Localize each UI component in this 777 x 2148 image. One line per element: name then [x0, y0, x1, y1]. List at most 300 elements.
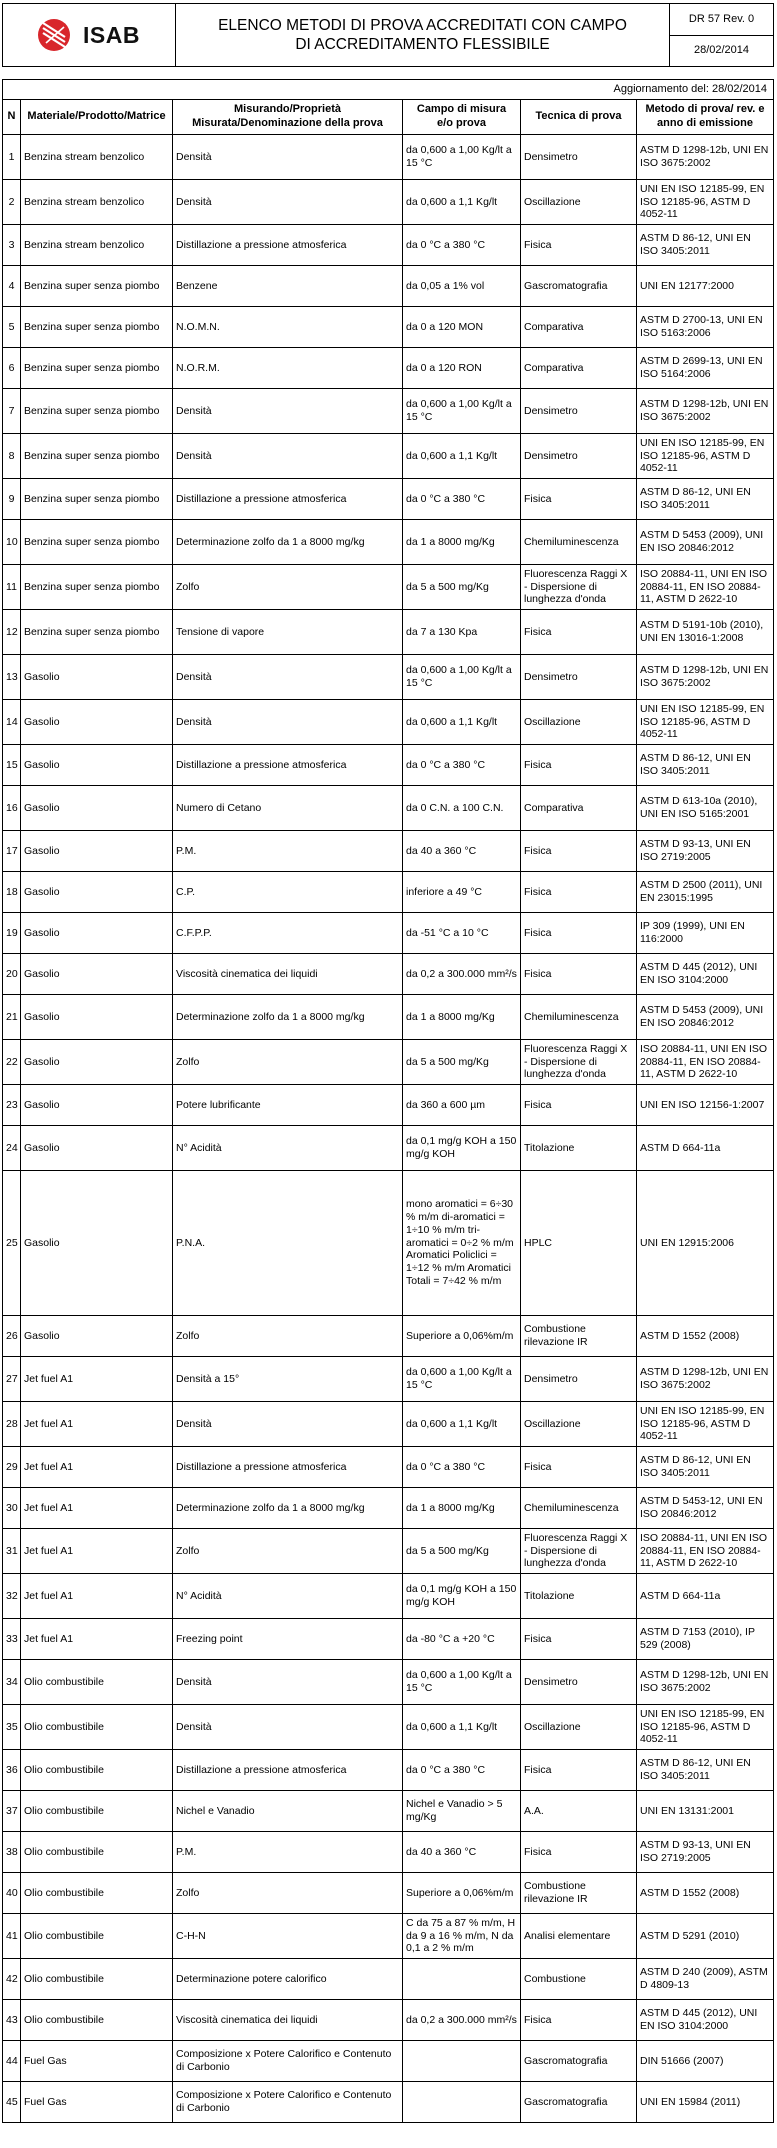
- document-page: [2, 3, 773, 2123]
- col-header-material: Materiale/Prodotto/Matrice: [21, 100, 173, 135]
- table-row: [3, 478, 774, 519]
- method-cell: ASTM D 1298-12b, UNI EN ISO 3675:2002: [637, 1356, 774, 1401]
- measurand-cell: Determinazione zolfo da 1 a 8000 mg/kg: [173, 519, 403, 564]
- range-cell: da 0,600 a 1,1 Kg/lt: [403, 433, 521, 478]
- row-number: 3: [3, 224, 21, 265]
- table-row: [3, 306, 774, 347]
- col-header-range: [403, 100, 521, 135]
- material-cell: Gasolio: [21, 994, 173, 1039]
- material-cell: Olio combustibile: [21, 1831, 173, 1872]
- measurand-cell: Zolfo: [173, 1039, 403, 1084]
- method-cell: ASTM D 86-12, UNI EN ISO 3405:2011: [637, 1749, 774, 1790]
- measurand-cell: Nichel e Vanadio: [173, 1790, 403, 1831]
- technique-cell: Chemiluminescenza: [521, 1487, 637, 1528]
- table-row: [3, 265, 774, 306]
- range-cell: da 0,600 a 1,00 Kg/lt a 15 °C: [403, 654, 521, 699]
- range-cell: da 0 °C a 380 °C: [403, 224, 521, 265]
- material-cell: Gasolio: [21, 1315, 173, 1356]
- row-number: 26: [3, 1315, 21, 1356]
- material-cell: Gasolio: [21, 953, 173, 994]
- row-number: 25: [3, 1170, 21, 1315]
- table-row: [3, 1659, 774, 1704]
- row-number: 12: [3, 609, 21, 654]
- method-cell: ASTM D 5453-12, UNI EN ISO 20846:2012: [637, 1487, 774, 1528]
- range-cell: da 0 °C a 380 °C: [403, 478, 521, 519]
- material-cell: Benzina stream benzolico: [21, 179, 173, 224]
- material-cell: Benzina stream benzolico: [21, 134, 173, 179]
- row-number: 11: [3, 564, 21, 609]
- material-cell: Gasolio: [21, 871, 173, 912]
- method-cell: DIN 51666 (2007): [637, 2040, 774, 2081]
- technique-cell: Fisica: [521, 609, 637, 654]
- method-cell: ASTM D 5291 (2010): [637, 1913, 774, 1958]
- col-header-method-line1: Metodo di prova/ rev. e: [645, 103, 765, 116]
- col-header-measurand: [173, 100, 403, 135]
- measurand-cell: Distillazione a pressione atmosferica: [173, 744, 403, 785]
- table-row: [3, 699, 774, 744]
- update-date: Aggiornamento del: 28/02/2014: [3, 80, 774, 100]
- measurand-cell: Densità: [173, 179, 403, 224]
- method-cell: UNI EN 12177:2000: [637, 265, 774, 306]
- material-cell: Olio combustibile: [21, 1704, 173, 1749]
- method-cell: ASTM D 93-13, UNI EN ISO 2719:2005: [637, 830, 774, 871]
- method-cell: ASTM D 664-11a: [637, 1573, 774, 1618]
- measurand-cell: Densità: [173, 1659, 403, 1704]
- row-number: 7: [3, 388, 21, 433]
- measurand-cell: N° Acidità: [173, 1125, 403, 1170]
- measurand-cell: N.O.M.N.: [173, 306, 403, 347]
- technique-cell: Gascromatografia: [521, 2081, 637, 2122]
- header-table: [2, 3, 774, 67]
- row-number: 37: [3, 1790, 21, 1831]
- measurand-cell: Distillazione a pressione atmosferica: [173, 478, 403, 519]
- method-cell: ASTM D 86-12, UNI EN ISO 3405:2011: [637, 224, 774, 265]
- measurand-cell: Distillazione a pressione atmosferica: [173, 224, 403, 265]
- row-number: 36: [3, 1749, 21, 1790]
- technique-cell: Combustione: [521, 1958, 637, 1999]
- measurand-cell: Viscosità cinematica dei liquidi: [173, 953, 403, 994]
- col-header-n: N: [3, 100, 21, 135]
- material-cell: Jet fuel A1: [21, 1487, 173, 1528]
- technique-cell: Densimetro: [521, 433, 637, 478]
- table-row: [3, 609, 774, 654]
- col-header-technique: Tecnica di prova: [521, 100, 637, 135]
- table-row: [3, 1704, 774, 1749]
- row-number: 15: [3, 744, 21, 785]
- technique-cell: Fisica: [521, 1831, 637, 1872]
- method-cell: ASTM D 1552 (2008): [637, 1315, 774, 1356]
- range-cell: da 0,600 a 1,1 Kg/lt: [403, 699, 521, 744]
- method-cell: UNI EN ISO 12156-1:2007: [637, 1084, 774, 1125]
- table-row: [3, 1039, 774, 1084]
- method-cell: ASTM D 1298-12b, UNI EN ISO 3675:2002: [637, 388, 774, 433]
- method-cell: ASTM D 445 (2012), UNI EN ISO 3104:2000: [637, 953, 774, 994]
- methods-table: [2, 79, 774, 2123]
- material-cell: Benzina super senza piombo: [21, 347, 173, 388]
- material-cell: Benzina super senza piombo: [21, 609, 173, 654]
- row-number: 45: [3, 2081, 21, 2122]
- technique-cell: Fisica: [521, 1749, 637, 1790]
- range-cell: da 0 a 120 RON: [403, 347, 521, 388]
- technique-cell: Densimetro: [521, 134, 637, 179]
- table-row: [3, 224, 774, 265]
- table-row: [3, 654, 774, 699]
- measurand-cell: Distillazione a pressione atmosferica: [173, 1749, 403, 1790]
- method-cell: ISO 20884-11, UNI EN ISO 20884-11, EN ISO 20884-11, ASTM D 2622-10: [637, 1528, 774, 1573]
- technique-cell: Fisica: [521, 830, 637, 871]
- range-cell: da 0,1 mg/g KOH a 150 mg/g KOH: [403, 1125, 521, 1170]
- table-row: [3, 1749, 774, 1790]
- range-cell: da 0,2 a 300.000 mm²/s: [403, 1999, 521, 2040]
- range-cell: da 5 a 500 mg/Kg: [403, 564, 521, 609]
- technique-cell: Fisica: [521, 1618, 637, 1659]
- material-cell: Benzina super senza piombo: [21, 265, 173, 306]
- measurand-cell: Benzene: [173, 265, 403, 306]
- method-cell: UNI EN 13131:2001: [637, 1790, 774, 1831]
- measurand-cell: Densità: [173, 433, 403, 478]
- method-cell: UNI EN 12915:2006: [637, 1170, 774, 1315]
- technique-cell: Densimetro: [521, 388, 637, 433]
- range-cell: [403, 1958, 521, 1999]
- range-cell: da 40 a 360 °C: [403, 1831, 521, 1872]
- measurand-cell: Densità: [173, 388, 403, 433]
- measurand-cell: Zolfo: [173, 1872, 403, 1913]
- material-cell: Benzina super senza piombo: [21, 306, 173, 347]
- doc-date: 28/02/2014: [670, 35, 774, 67]
- method-cell: ASTM D 1298-12b, UNI EN ISO 3675:2002: [637, 134, 774, 179]
- table-row: [3, 871, 774, 912]
- row-number: 14: [3, 699, 21, 744]
- table-row: [3, 1790, 774, 1831]
- table-row: [3, 1170, 774, 1315]
- measurand-cell: C.P.: [173, 871, 403, 912]
- method-cell: ASTM D 240 (2009), ASTM D 4809-13: [637, 1958, 774, 1999]
- method-cell: UNI EN ISO 12185-99, EN ISO 12185-96, ASTM D 4052-11: [637, 699, 774, 744]
- measurand-cell: Numero di Cetano: [173, 785, 403, 830]
- row-number: 19: [3, 912, 21, 953]
- method-cell: ASTM D 2700-13, UNI EN ISO 5163:2006: [637, 306, 774, 347]
- material-cell: Olio combustibile: [21, 1659, 173, 1704]
- technique-cell: Densimetro: [521, 654, 637, 699]
- range-cell: da 0,600 a 1,00 Kg/lt a 15 °C: [403, 1356, 521, 1401]
- material-cell: Benzina super senza piombo: [21, 478, 173, 519]
- measurand-cell: Determinazione zolfo da 1 a 8000 mg/kg: [173, 1487, 403, 1528]
- row-number: 21: [3, 994, 21, 1039]
- document-title: [176, 4, 670, 67]
- table-row: [3, 1315, 774, 1356]
- material-cell: Jet fuel A1: [21, 1356, 173, 1401]
- row-number: 6: [3, 347, 21, 388]
- row-number: 32: [3, 1573, 21, 1618]
- material-cell: Gasolio: [21, 1125, 173, 1170]
- range-cell: Superiore a 0,06%m/m: [403, 1315, 521, 1356]
- table-row: [3, 1401, 774, 1446]
- technique-cell: Fisica: [521, 744, 637, 785]
- row-number: 29: [3, 1446, 21, 1487]
- col-header-range-line2: e/o prova: [437, 117, 486, 130]
- row-number: 42: [3, 1958, 21, 1999]
- row-number: 27: [3, 1356, 21, 1401]
- table-row: [3, 1958, 774, 1999]
- method-cell: UNI EN ISO 12185-99, EN ISO 12185-96, ASTM D 4052-11: [637, 1401, 774, 1446]
- row-number: 24: [3, 1125, 21, 1170]
- range-cell: da 1 a 8000 mg/Kg: [403, 519, 521, 564]
- technique-cell: Fisica: [521, 871, 637, 912]
- row-number: 5: [3, 306, 21, 347]
- technique-cell: Analisi elementare: [521, 1913, 637, 1958]
- measurand-cell: Determinazione potere calorifico: [173, 1958, 403, 1999]
- col-header-method-line2: anno di emissione: [657, 117, 753, 130]
- method-cell: ISO 20884-11, UNI EN ISO 20884-11, EN ISO 20884-11, ASTM D 2622-10: [637, 1039, 774, 1084]
- table-row: [3, 1913, 774, 1958]
- material-cell: Gasolio: [21, 744, 173, 785]
- table-row: [3, 1573, 774, 1618]
- row-number: 13: [3, 654, 21, 699]
- technique-cell: A.A.: [521, 1790, 637, 1831]
- technique-cell: Fisica: [521, 1999, 637, 2040]
- measurand-cell: Densità: [173, 1401, 403, 1446]
- material-cell: Gasolio: [21, 1039, 173, 1084]
- range-cell: da 0,600 a 1,00 Kg/lt a 15 °C: [403, 388, 521, 433]
- doc-code: DR 57 Rev. 0: [670, 4, 774, 36]
- method-cell: ASTM D 664-11a: [637, 1125, 774, 1170]
- technique-cell: HPLC: [521, 1170, 637, 1315]
- method-cell: ASTM D 93-13, UNI EN ISO 2719:2005: [637, 1831, 774, 1872]
- table-row: [3, 347, 774, 388]
- range-cell: Superiore a 0,06%m/m: [403, 1872, 521, 1913]
- method-cell: ASTM D 1552 (2008): [637, 1872, 774, 1913]
- company-logo-text: ISAB: [83, 21, 140, 48]
- material-cell: Fuel Gas: [21, 2040, 173, 2081]
- range-cell: da 0,600 a 1,1 Kg/lt: [403, 179, 521, 224]
- material-cell: Jet fuel A1: [21, 1401, 173, 1446]
- method-cell: ASTM D 5191-10b (2010), UNI EN 13016-1:2008: [637, 609, 774, 654]
- material-cell: Benzina stream benzolico: [21, 224, 173, 265]
- measurand-cell: P.M.: [173, 830, 403, 871]
- range-cell: da 360 a 600 µm: [403, 1084, 521, 1125]
- technique-cell: Fisica: [521, 224, 637, 265]
- technique-cell: Fisica: [521, 1084, 637, 1125]
- table-row: [3, 1084, 774, 1125]
- technique-cell: Chemiluminescenza: [521, 519, 637, 564]
- table-row: [3, 388, 774, 433]
- material-cell: Olio combustibile: [21, 1749, 173, 1790]
- measurand-cell: Viscosità cinematica dei liquidi: [173, 1999, 403, 2040]
- measurand-cell: Densità: [173, 654, 403, 699]
- technique-cell: Oscillazione: [521, 1704, 637, 1749]
- table-row: [3, 1487, 774, 1528]
- range-cell: da 1 a 8000 mg/Kg: [403, 994, 521, 1039]
- table-row: [3, 134, 774, 179]
- range-cell: da 0 °C a 380 °C: [403, 1446, 521, 1487]
- technique-cell: Comparativa: [521, 785, 637, 830]
- row-number: 4: [3, 265, 21, 306]
- measurand-cell: Composizione x Potere Calorifico e Contenuto di Carbonio: [173, 2040, 403, 2081]
- method-cell: ISO 20884-11, UNI EN ISO 20884-11, EN ISO 20884-11, ASTM D 2622-10: [637, 564, 774, 609]
- row-number: 35: [3, 1704, 21, 1749]
- technique-cell: Oscillazione: [521, 1401, 637, 1446]
- table-row: [3, 744, 774, 785]
- method-cell: ASTM D 7153 (2010), IP 529 (2008): [637, 1618, 774, 1659]
- material-cell: Fuel Gas: [21, 2081, 173, 2122]
- range-cell: da 0,2 a 300.000 mm²/s: [403, 953, 521, 994]
- title-line-1: ELENCO METODI DI PROVA ACCREDITATI CON CAMPO: [218, 16, 627, 34]
- measurand-cell: P.N.A.: [173, 1170, 403, 1315]
- row-number: 1: [3, 134, 21, 179]
- table-row: [3, 433, 774, 478]
- row-number: 16: [3, 785, 21, 830]
- measurand-cell: Densità: [173, 1704, 403, 1749]
- table-row: [3, 953, 774, 994]
- technique-cell: Oscillazione: [521, 179, 637, 224]
- method-cell: ASTM D 1298-12b, UNI EN ISO 3675:2002: [637, 1659, 774, 1704]
- measurand-cell: Determinazione zolfo da 1 a 8000 mg/kg: [173, 994, 403, 1039]
- range-cell: da 0 °C a 380 °C: [403, 744, 521, 785]
- material-cell: Gasolio: [21, 654, 173, 699]
- technique-cell: Comparativa: [521, 347, 637, 388]
- method-cell: ASTM D 445 (2012), UNI EN ISO 3104:2000: [637, 1999, 774, 2040]
- measurand-cell: Potere lubrificante: [173, 1084, 403, 1125]
- measurand-cell: Distillazione a pressione atmosferica: [173, 1446, 403, 1487]
- material-cell: Jet fuel A1: [21, 1446, 173, 1487]
- row-number: 22: [3, 1039, 21, 1084]
- method-cell: UNI EN 15984 (2011): [637, 2081, 774, 2122]
- material-cell: Jet fuel A1: [21, 1573, 173, 1618]
- material-cell: Gasolio: [21, 912, 173, 953]
- row-number: 2: [3, 179, 21, 224]
- table-row: [3, 1446, 774, 1487]
- method-cell: ASTM D 613-10a (2010), UNI EN ISO 5165:2001: [637, 785, 774, 830]
- row-number: 30: [3, 1487, 21, 1528]
- measurand-cell: Zolfo: [173, 1528, 403, 1573]
- technique-cell: Densimetro: [521, 1659, 637, 1704]
- technique-cell: Fisica: [521, 478, 637, 519]
- technique-cell: Combustione rilevazione IR: [521, 1315, 637, 1356]
- technique-cell: Titolazione: [521, 1125, 637, 1170]
- material-cell: Olio combustibile: [21, 1913, 173, 1958]
- technique-cell: Fisica: [521, 912, 637, 953]
- table-row: [3, 994, 774, 1039]
- range-cell: da 5 a 500 mg/Kg: [403, 1039, 521, 1084]
- range-cell: da 7 a 130 Kpa: [403, 609, 521, 654]
- range-cell: da 0 a 120 MON: [403, 306, 521, 347]
- material-cell: Gasolio: [21, 830, 173, 871]
- logo-cell: [3, 4, 176, 67]
- method-cell: IP 309 (1999), UNI EN 116:2000: [637, 912, 774, 953]
- measurand-cell: Zolfo: [173, 1315, 403, 1356]
- measurand-cell: Zolfo: [173, 564, 403, 609]
- table-body: [3, 134, 774, 2122]
- method-cell: ASTM D 1298-12b, UNI EN ISO 3675:2002: [637, 654, 774, 699]
- range-cell: da 0,05 a 1% vol: [403, 265, 521, 306]
- measurand-cell: Composizione x Potere Calorifico e Contenuto di Carbonio: [173, 2081, 403, 2122]
- row-number: 18: [3, 871, 21, 912]
- row-number: 9: [3, 478, 21, 519]
- technique-cell: Chemiluminescenza: [521, 994, 637, 1039]
- range-cell: da 0 °C a 380 °C: [403, 1749, 521, 1790]
- row-number: 33: [3, 1618, 21, 1659]
- material-cell: Benzina super senza piombo: [21, 519, 173, 564]
- row-number: 8: [3, 433, 21, 478]
- range-cell: da -51 °C a 10 °C: [403, 912, 521, 953]
- table-row: [3, 1872, 774, 1913]
- table-row: [3, 1831, 774, 1872]
- measurand-cell: Densità a 15°: [173, 1356, 403, 1401]
- row-number: 44: [3, 2040, 21, 2081]
- method-cell: ASTM D 86-12, UNI EN ISO 3405:2011: [637, 1446, 774, 1487]
- row-number: 43: [3, 1999, 21, 2040]
- row-number: 20: [3, 953, 21, 994]
- row-number: 41: [3, 1913, 21, 1958]
- range-cell: da 0,600 a 1,00 Kg/lt a 15 °C: [403, 1659, 521, 1704]
- measurand-cell: C-H-N: [173, 1913, 403, 1958]
- range-cell: da 5 a 500 mg/Kg: [403, 1528, 521, 1573]
- material-cell: Gasolio: [21, 1084, 173, 1125]
- table-row: [3, 1125, 774, 1170]
- measurand-cell: P.M.: [173, 1831, 403, 1872]
- col-header-measurand-line2: Misurata/Denominazione della prova: [192, 117, 383, 130]
- method-cell: ASTM D 2500 (2011), UNI EN 23015:1995: [637, 871, 774, 912]
- measurand-cell: Freezing point: [173, 1618, 403, 1659]
- row-number: 40: [3, 1872, 21, 1913]
- row-number: 31: [3, 1528, 21, 1573]
- table-row: [3, 785, 774, 830]
- table-row: [3, 1528, 774, 1573]
- material-cell: Benzina super senza piombo: [21, 564, 173, 609]
- range-cell: da 1 a 8000 mg/Kg: [403, 1487, 521, 1528]
- col-header-range-line1: Campo di misura: [416, 103, 507, 116]
- table-row: [3, 1356, 774, 1401]
- measurand-cell: Densità: [173, 134, 403, 179]
- range-cell: Nichel e Vanadio > 5 mg/Kg: [403, 1790, 521, 1831]
- range-cell: inferiore a 49 °C: [403, 871, 521, 912]
- method-cell: UNI EN ISO 12185-99, EN ISO 12185-96, ASTM D 4052-11: [637, 179, 774, 224]
- table-row: [3, 912, 774, 953]
- measurand-cell: Tensione di vapore: [173, 609, 403, 654]
- material-cell: Olio combustibile: [21, 1999, 173, 2040]
- table-row: [3, 564, 774, 609]
- technique-cell: Fisica: [521, 953, 637, 994]
- material-cell: Benzina super senza piombo: [21, 433, 173, 478]
- technique-cell: Oscillazione: [521, 699, 637, 744]
- measurand-cell: N.O.R.M.: [173, 347, 403, 388]
- technique-cell: Fisica: [521, 1446, 637, 1487]
- material-cell: Olio combustibile: [21, 1790, 173, 1831]
- table-row: [3, 519, 774, 564]
- row-number: 10: [3, 519, 21, 564]
- technique-cell: Titolazione: [521, 1573, 637, 1618]
- col-header-measurand-line1: Misurando/Proprietà: [234, 103, 341, 116]
- range-cell: mono aromatici = 6÷30 % m/m di-aromatici = 1÷10 % m/m tri-aromatici = 0÷2 % m/m Aromatici Policlici = 1÷12 % m/m Aromatici Totali = 7÷42 % m/m: [403, 1170, 521, 1315]
- technique-cell: Densimetro: [521, 1356, 637, 1401]
- measurand-cell: Densità: [173, 699, 403, 744]
- material-cell: Gasolio: [21, 1170, 173, 1315]
- material-cell: Olio combustibile: [21, 1872, 173, 1913]
- material-cell: Gasolio: [21, 699, 173, 744]
- col-header-method: [637, 100, 774, 135]
- range-cell: da 0,1 mg/g KOH a 150 mg/g KOH: [403, 1573, 521, 1618]
- method-cell: ASTM D 86-12, UNI EN ISO 3405:2011: [637, 744, 774, 785]
- row-number: 17: [3, 830, 21, 871]
- method-cell: UNI EN ISO 12185-99, EN ISO 12185-96, ASTM D 4052-11: [637, 433, 774, 478]
- material-cell: Gasolio: [21, 785, 173, 830]
- range-cell: da 0,600 a 1,1 Kg/lt: [403, 1704, 521, 1749]
- row-number: 28: [3, 1401, 21, 1446]
- range-cell: da 0,600 a 1,00 Kg/lt a 15 °C: [403, 134, 521, 179]
- material-cell: Jet fuel A1: [21, 1528, 173, 1573]
- method-cell: ASTM D 2699-13, UNI EN ISO 5164:2006: [637, 347, 774, 388]
- row-number: 23: [3, 1084, 21, 1125]
